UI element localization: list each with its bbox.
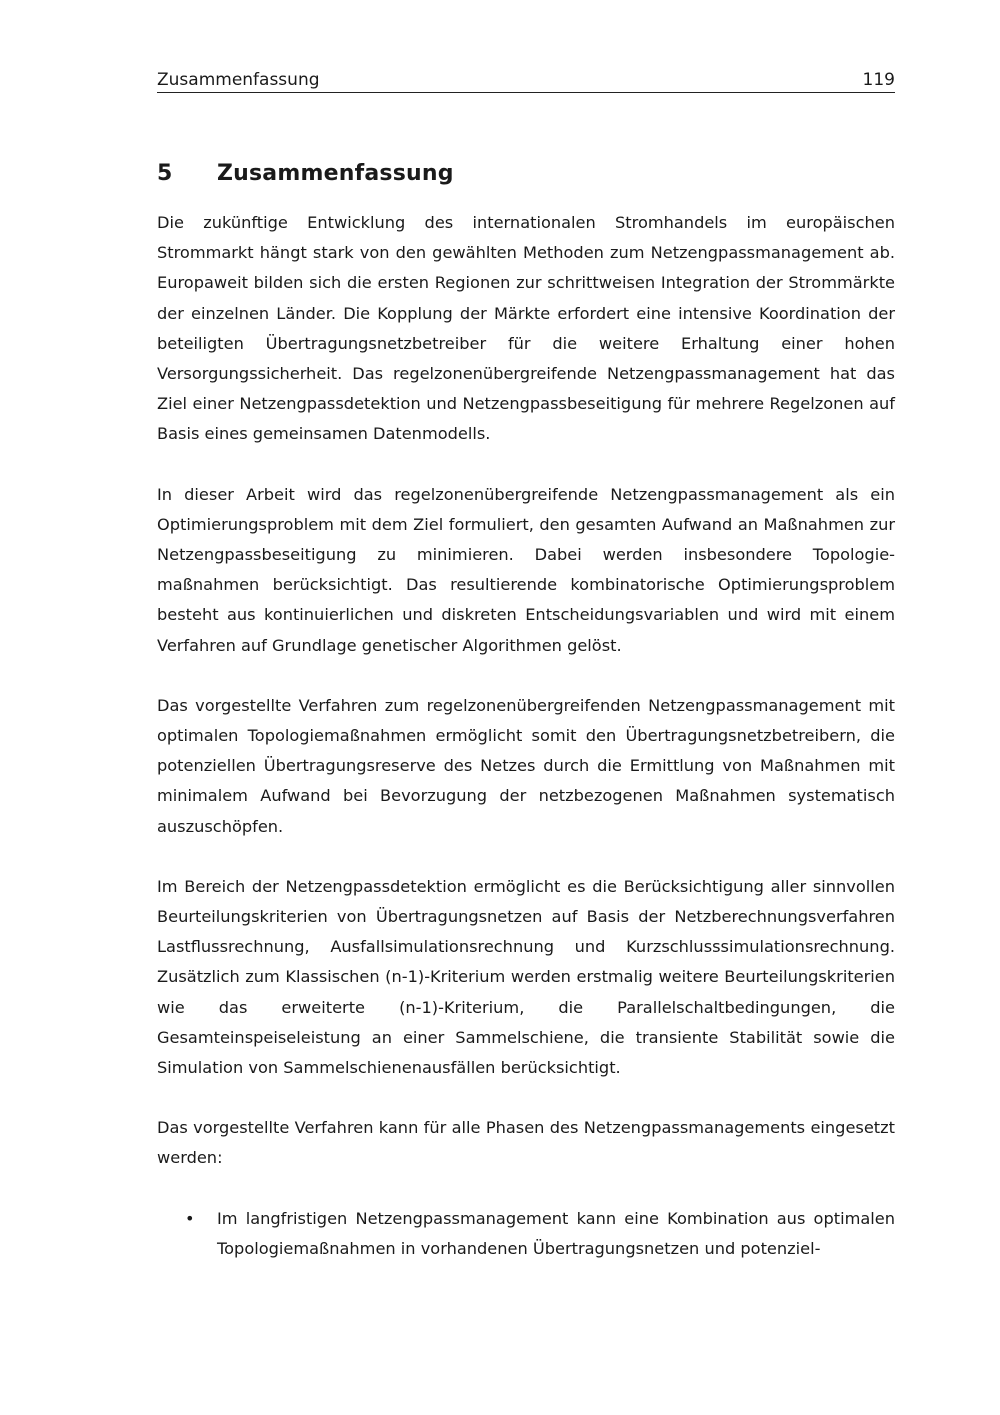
- bullet-marker: •: [185, 1208, 195, 1228]
- paragraph: Das vorgestellte Verfahren kann für alle Phasen des Netzengpassmanagements eingesetzt werden:: [157, 1118, 895, 1168]
- document-page: [157, 0, 895, 1415]
- bullet-list: [157, 1204, 895, 1264]
- page-number: 119: [862, 70, 895, 90]
- running-header: [157, 68, 895, 93]
- chapter-heading: [157, 156, 895, 192]
- header-title: Zusammenfassung: [157, 70, 320, 90]
- chapter-title: Zusammenfassung: [217, 160, 454, 186]
- paragraph: Im Bereich der Netzengpassdetektion ermöglicht es die Berücksichtigung aller sinnvollen Beurteilungskriterien von Übertragungsnetzen auf Basis der Netzberechnungsverfahren Lastflussrechnung, Ausfallsimulationsrechnung und Kurzschlusssimulationsrechnung. Zusätzlich zum Klassischen (n-1)-Kriterium werden erstmalig weitere Beurteilungskriterien wie das erweiterte (n-1)-Kriterium, die Parallelschaltbedingungen, die Gesamteinspeiseleistung an einer Sammelschiene, die transiente Stabilität sowie die Simulation von Sammelschienenausfällen berücksichtigt.: [157, 876, 895, 1078]
- paragraph: Das vorgestellte Verfahren zum regelzonenübergreifenden Netzengpassmanagement mit optimalen Topologiemaßnahmen ermöglicht somit den Übertragungsnetzbetreibern, die potenziellen Übertragungsreserve des Netzes durch die Ermittlung von Maßnahmen mit minimalem Aufwand bei Bevorzugung der netzbezogenen Maßnahmen systematisch auszuschöpfen.: [157, 695, 895, 836]
- body-text: [157, 208, 895, 1264]
- bullet-item: [157, 1204, 895, 1264]
- paragraph: Die zukünftige Entwicklung des internationalen Stromhandels im europäischen Strommarkt hängt stark von den gewählten Methoden zum Netzengpassmanagement ab. Europaweit bilden sich die ersten Regionen zur schrittweisen Integration der Strommärkte der einzelnen Länder. Die Kopplung der Märkte erfordert eine intensive Koordination der beteiligten Übertragungsnetzbetreiber für die weitere Erhaltung einer hohen Versorgungssicherheit. Das regelzonenübergreifende Netzengpassmanagement hat das Ziel einer Netzengpassdetektion und Netzengpassbeseitigung für mehrere Regelzonen auf Basis eines gemeinsamen Datenmodells.: [157, 213, 895, 444]
- chapter-number: 5: [157, 160, 173, 186]
- paragraph: In dieser Arbeit wird das regelzonenübergreifende Netzengpassmanagement als ein Optimierungsproblem mit dem Ziel formuliert, den gesamten Aufwand an Maßnahmen zur Netzengpassbeseitigung zu minimieren. Dabei werden insbesondere Topologiemaßnahmen berücksichtigt. Das resultierende kombinatorische Optimierungsproblem besteht aus kontinuierlichen und diskreten Entscheidungsvariablen und wird mit einem Verfahren auf Grundlage genetischer Algorithmen gelöst.: [157, 484, 895, 655]
- bullet-text: Im langfristigen Netzengpassmanagement kann eine Kombination aus optimalen Topologiemaßnahmen in vorhandenen Übertragungsnetzen und potenziel-: [217, 1208, 895, 1258]
